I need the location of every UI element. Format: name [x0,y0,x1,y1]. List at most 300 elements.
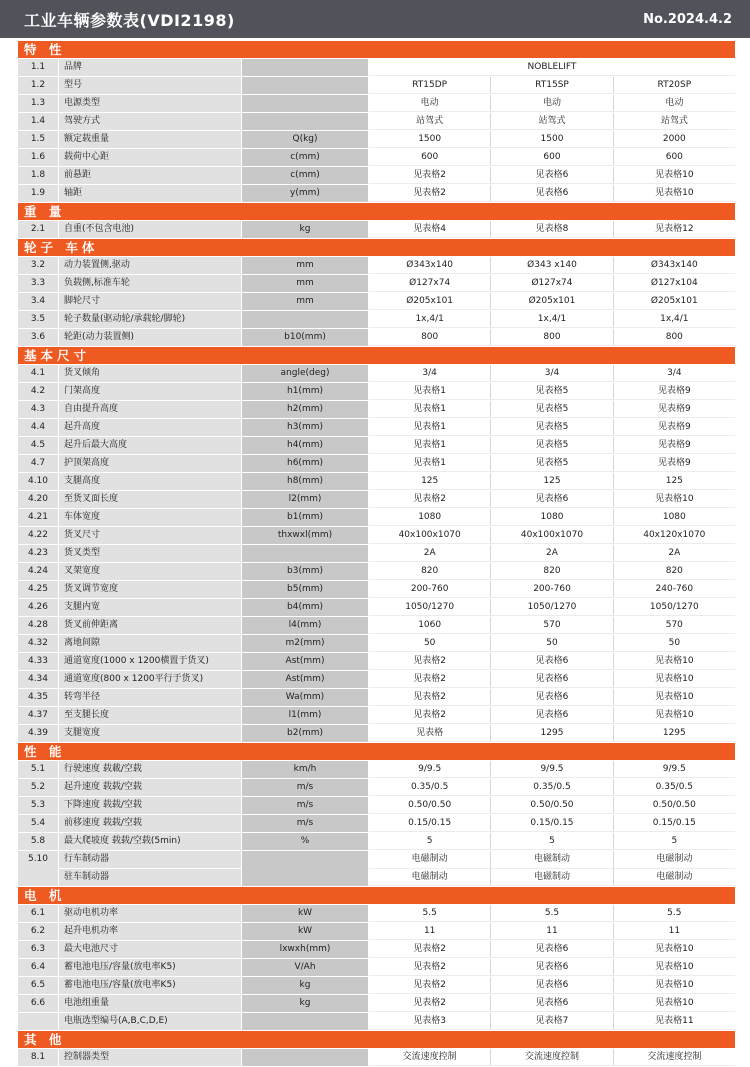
table-row [18,923,735,940]
row-name: 货叉调节宽度 [64,584,119,594]
value-text: RT20SP [657,80,692,90]
value-cell [490,725,612,741]
value-cell [369,473,490,489]
table-row [18,995,735,1012]
value-cell [613,995,735,1011]
value-text: 见表格9 [657,422,691,432]
row-name-cell [59,635,241,652]
row-name-cell [59,977,241,994]
value-cell [613,455,735,471]
value-text: 11 [423,926,436,936]
value-text: 820 [543,566,561,576]
document-number: No.2024.4.2 [643,11,732,27]
row-name: 电瓶选型编号(A,B,C,D,E) [64,1016,168,1026]
row-id: 1.8 [18,167,58,184]
value-text: 5.5 [422,908,437,918]
row-values [369,653,735,670]
row-unit: kg [242,995,368,1012]
table-row [18,455,735,472]
value-text: 见表格2 [413,710,447,720]
value-cell [613,275,735,291]
row-name: 自由提升高度 [64,404,119,414]
value-cell [490,581,612,597]
row-id: 4.1 [18,365,58,382]
value-cell [490,401,612,417]
row-name-cell [59,815,241,832]
value-text: Ø205x101 [528,296,576,306]
row-values [369,995,735,1012]
row-values [369,311,735,328]
value-text: 5 [426,836,433,846]
row-name: 门架高度 [64,386,101,396]
value-cell [369,761,490,777]
row-id: 5.3 [18,797,58,814]
value-cell [613,527,735,543]
value-cell [369,1049,490,1065]
row-unit [242,59,368,76]
row-values [369,905,735,922]
table-row [18,779,735,796]
row-values [369,671,735,688]
value-cell [490,599,612,615]
row-name: 电池组重量 [64,998,110,1008]
value-text: 电磁制动 [491,851,612,869]
value-text: 站驾式 [660,116,688,126]
table-row [18,77,735,94]
value-cell [613,473,735,489]
value-cell [613,293,735,309]
value-text: 见表格4 [413,224,447,234]
row-unit: b10(mm) [242,329,368,346]
row-name-cell [59,707,241,724]
value-text: 600 [421,152,439,162]
value-cell [490,977,612,993]
row-name: 脚轮尺寸 [64,296,101,306]
row-id: 4.34 [18,671,58,688]
row-name-cell [59,779,241,796]
value-cell [369,653,490,669]
value-text: 125 [421,476,439,486]
value-cell [369,167,490,183]
table-row [18,617,735,634]
value-text: 见表格2 [413,674,447,684]
row-name-cell [59,581,241,598]
value-cell [369,689,490,705]
value-cell [369,221,490,237]
row-name-cell [59,311,241,328]
row-id: 4.3 [18,401,58,418]
value-cell [369,149,490,165]
value-cell [369,581,490,597]
row-id: 6.5 [18,977,58,994]
row-unit: m2(mm) [242,635,368,652]
table-row [18,851,735,886]
row-unit: l1(mm) [242,707,368,724]
row-values [369,815,735,832]
value-text: RT15DP [412,80,448,90]
row-name: 货叉前伸距离 [64,620,119,630]
value-cell [369,365,490,381]
value-cell [369,671,490,687]
value-cell [613,563,735,579]
value-cell [613,977,735,993]
table-row [18,473,735,490]
row-name-cell [59,797,241,814]
row-id: 4.2 [18,383,58,400]
row-unit: h8(mm) [242,473,368,490]
row-values [369,581,735,598]
row-name-cell [59,761,241,778]
table-row [18,941,735,958]
row-id: 1.9 [18,185,58,202]
value-text: 40x100x1070 [398,530,461,540]
row-id: 6.3 [18,941,58,958]
row-name-cell [59,599,241,616]
row-name: 支腿内宽 [64,602,101,612]
row-name: 品牌 [64,62,83,72]
value-text: Ø127x74 [409,278,451,288]
value-cell [490,221,612,237]
value-cell [490,95,612,111]
table-row [18,437,735,454]
value-text: 125 [543,476,561,486]
value-cell [613,383,735,399]
value-cell [613,185,735,201]
value-text: 见表格6 [535,980,569,990]
row-values [369,635,735,652]
row-values [369,419,735,436]
value-text: 见表格 [416,728,444,738]
value-cell [369,563,490,579]
row-unit: c(mm) [242,149,368,166]
table-row [18,599,735,616]
table-row [18,689,735,706]
table-row [18,221,735,238]
value-text: 820 [665,566,683,576]
row-name-cell [59,509,241,526]
row-id: 4.35 [18,689,58,706]
row-values [369,113,735,130]
row-values [369,977,735,994]
table-row [18,185,735,202]
row-id: 4.5 [18,437,58,454]
value-text: 1080 [540,512,564,522]
row-name: 最大电池尺寸 [64,944,119,954]
row-name: 起升后最大高度 [64,440,128,450]
value-text: 50 [668,638,681,648]
value-cell [490,671,612,687]
value-cell [369,311,490,327]
value-text: 11 [546,926,558,936]
value-text: Ø127x104 [650,278,698,288]
value-cell [369,113,490,129]
row-name: 控制器类型 [64,1052,110,1062]
value-text: 0.15/0.15 [408,818,452,828]
row-name-cell [59,113,241,130]
value-text: 200-760 [533,584,571,594]
value-cell [613,131,735,147]
value-cell [490,365,612,381]
value-text: 见表格2 [413,656,447,666]
value-text: 2000 [662,134,686,144]
value-cell [613,509,735,525]
value-cell [613,689,735,705]
row-values [369,1049,735,1066]
row-values [369,761,735,778]
row-name-cell [59,563,241,580]
value-cell [369,779,490,795]
value-cell [613,149,735,165]
value-cell [490,959,612,975]
value-text: 570 [543,620,561,630]
row-values [369,437,735,454]
value-cell [369,725,490,741]
value-text: 3/4 [544,368,560,378]
row-id: 1.4 [18,113,58,130]
row-id: 4.23 [18,545,58,562]
row-id: 4.24 [18,563,58,580]
table-row [18,545,735,562]
value-cell [490,311,612,327]
value-cell [369,275,490,291]
table-row [18,329,735,346]
row-name: 最大爬坡度 载载/空载(5min) [64,836,181,846]
row-name-cell [59,149,241,166]
value-text: 3/4 [667,368,682,378]
value-cell [613,491,735,507]
value-cell [613,635,735,651]
value-cell [490,293,612,309]
value-cell [369,851,490,885]
value-cell [369,995,490,1011]
row-name: 货叉倾角 [64,368,101,378]
value-cell [369,491,490,507]
value-text: 见表格2 [413,998,447,1008]
row-unit: V/Ah [242,959,368,976]
row-name: 离地间隙 [64,638,101,648]
value-text: Ø205x101 [406,296,454,306]
value-text: 2A [668,548,681,558]
value-text: 1080 [662,512,686,522]
table-row [18,509,735,526]
row-values [369,779,735,796]
value-cell [613,1013,735,1029]
row-id: 5.2 [18,779,58,796]
table-row [18,563,735,580]
value-text: Ø343x140 [650,260,698,270]
row-name: 型号 [64,80,83,90]
row-unit: h2(mm) [242,401,368,418]
row-unit: kg [242,221,368,238]
value-text: 9/9.5 [662,764,686,774]
value-cell [613,77,735,93]
row-values [369,185,735,202]
row-unit: mm [242,275,368,292]
value-text: 0.35/0.5 [410,782,449,792]
value-cell [613,761,735,777]
value-text: 800 [665,332,683,342]
table-row [18,725,735,742]
row-unit: b3(mm) [242,563,368,580]
value-text: 见表格9 [657,404,691,414]
value-cell [613,311,735,327]
row-values [369,923,735,940]
row-id: 3.5 [18,311,58,328]
value-text: 见表格10 [655,494,694,504]
row-name: 负载侧,标准车轮 [64,278,130,288]
row-unit: y(mm) [242,185,368,202]
section-header: 特 性 [18,41,735,58]
row-id: 1.3 [18,95,58,112]
value-text: 见表格6 [535,674,569,684]
row-id: 4.21 [18,509,58,526]
table-row [18,635,735,652]
value-text: 50 [546,638,558,648]
value-text: 见表格6 [535,998,569,1008]
row-name: 蓄电池电压/容量(放电率K5) [64,980,176,990]
row-id: 4.33 [18,653,58,670]
value-text: 0.50/0.50 [652,800,696,810]
value-cell [490,761,612,777]
value-cell [369,185,490,201]
row-id: 4.37 [18,707,58,724]
row-values [369,509,735,526]
value-text: 见表格6 [535,188,569,198]
value-cell [490,851,612,885]
value-cell [369,959,490,975]
row-name-cell [59,437,241,454]
row-unit: h3(mm) [242,419,368,436]
value-text: 见表格8 [535,224,569,234]
table-row [18,167,735,184]
value-text: Ø205x101 [650,296,698,306]
value-cell [613,671,735,687]
value-cell [613,95,735,111]
value-cell [490,545,612,561]
value-cell [369,545,490,561]
value-text: 见表格12 [655,224,694,234]
value-text: 见表格1 [413,440,447,450]
value-text: 9/9.5 [418,764,442,774]
row-unit: m/s [242,815,368,832]
value-cell [613,779,735,795]
row-name-cell [59,833,241,850]
value-text: 0.50/0.50 [408,800,452,810]
value-cell [490,473,612,489]
table-row [18,959,735,976]
row-name-cell [59,689,241,706]
table-row [18,383,735,400]
value-text: 见表格2 [413,944,447,954]
value-cell [613,923,735,939]
value-text: 见表格1 [413,422,447,432]
value-cell [613,959,735,975]
value-cell [490,275,612,291]
value-cell [613,257,735,273]
table-row [18,293,735,310]
row-unit: Wa(mm) [242,689,368,706]
value-cell [490,635,612,651]
value-cell [490,419,612,435]
row-name: 通道宽度(1000 x 1200横置于货叉) [64,656,209,666]
row-unit: b4(mm) [242,599,368,616]
row-name: 至货叉面长度 [64,494,119,504]
value-text: 600 [665,152,683,162]
row-name-cell [59,257,241,274]
row-name-cell [59,905,241,922]
value-cell [490,455,612,471]
value-text: 见表格2 [413,494,447,504]
table-row [18,59,735,76]
value-cell [369,527,490,543]
value-cell [490,491,612,507]
row-values [369,725,735,742]
value-cell [613,581,735,597]
row-name-cell [59,455,241,472]
row-id: 4.26 [18,599,58,616]
row-values [369,1013,735,1030]
value-cell [613,113,735,129]
value-cell [613,221,735,237]
value-cell [490,509,612,525]
value-text: 5 [549,836,555,846]
row-unit: Ast(mm) [242,671,368,688]
value-cell [490,923,612,939]
row-values [369,59,735,76]
row-unit: thxwxl(mm) [242,527,368,544]
value-cell [369,293,490,309]
table-row [18,977,735,994]
table-row [18,365,735,382]
value-text: 见表格10 [655,170,694,180]
row-values [369,77,735,94]
value-text: 电动 [420,98,439,108]
value-cell [490,437,612,453]
row-id: 3.3 [18,275,58,292]
section-header: 重 量 [18,203,735,220]
row-id: 6.4 [18,959,58,976]
value-text: 见表格9 [657,440,691,450]
row-unit: l4(mm) [242,617,368,634]
value-cell [613,941,735,957]
value-text: 1295 [540,728,564,738]
row-id: 2.1 [18,221,58,238]
value-text: 40x100x1070 [520,530,584,540]
row-name-cell [59,59,241,76]
value-cell [490,617,612,633]
row-name: 起升高度 [64,422,101,432]
row-name-cell [59,473,241,490]
value-cell [613,725,735,741]
value-cell [490,653,612,669]
row-values [369,293,735,310]
row-values [369,275,735,292]
table-row [18,95,735,112]
value-text: 见表格11 [655,1016,694,1026]
value-text: 2A [423,548,436,558]
value-text: 5 [671,836,678,846]
value-cell [490,833,612,849]
row-id: 3.6 [18,329,58,346]
row-name: 叉架宽度 [64,566,101,576]
row-values [369,959,735,976]
value-cell [369,419,490,435]
section-header: 轮子 车体 [18,239,735,256]
value-text: 见表格10 [655,656,694,666]
value-cell [613,1049,735,1065]
row-id: 4.4 [18,419,58,436]
value-text: 1080 [418,512,442,522]
